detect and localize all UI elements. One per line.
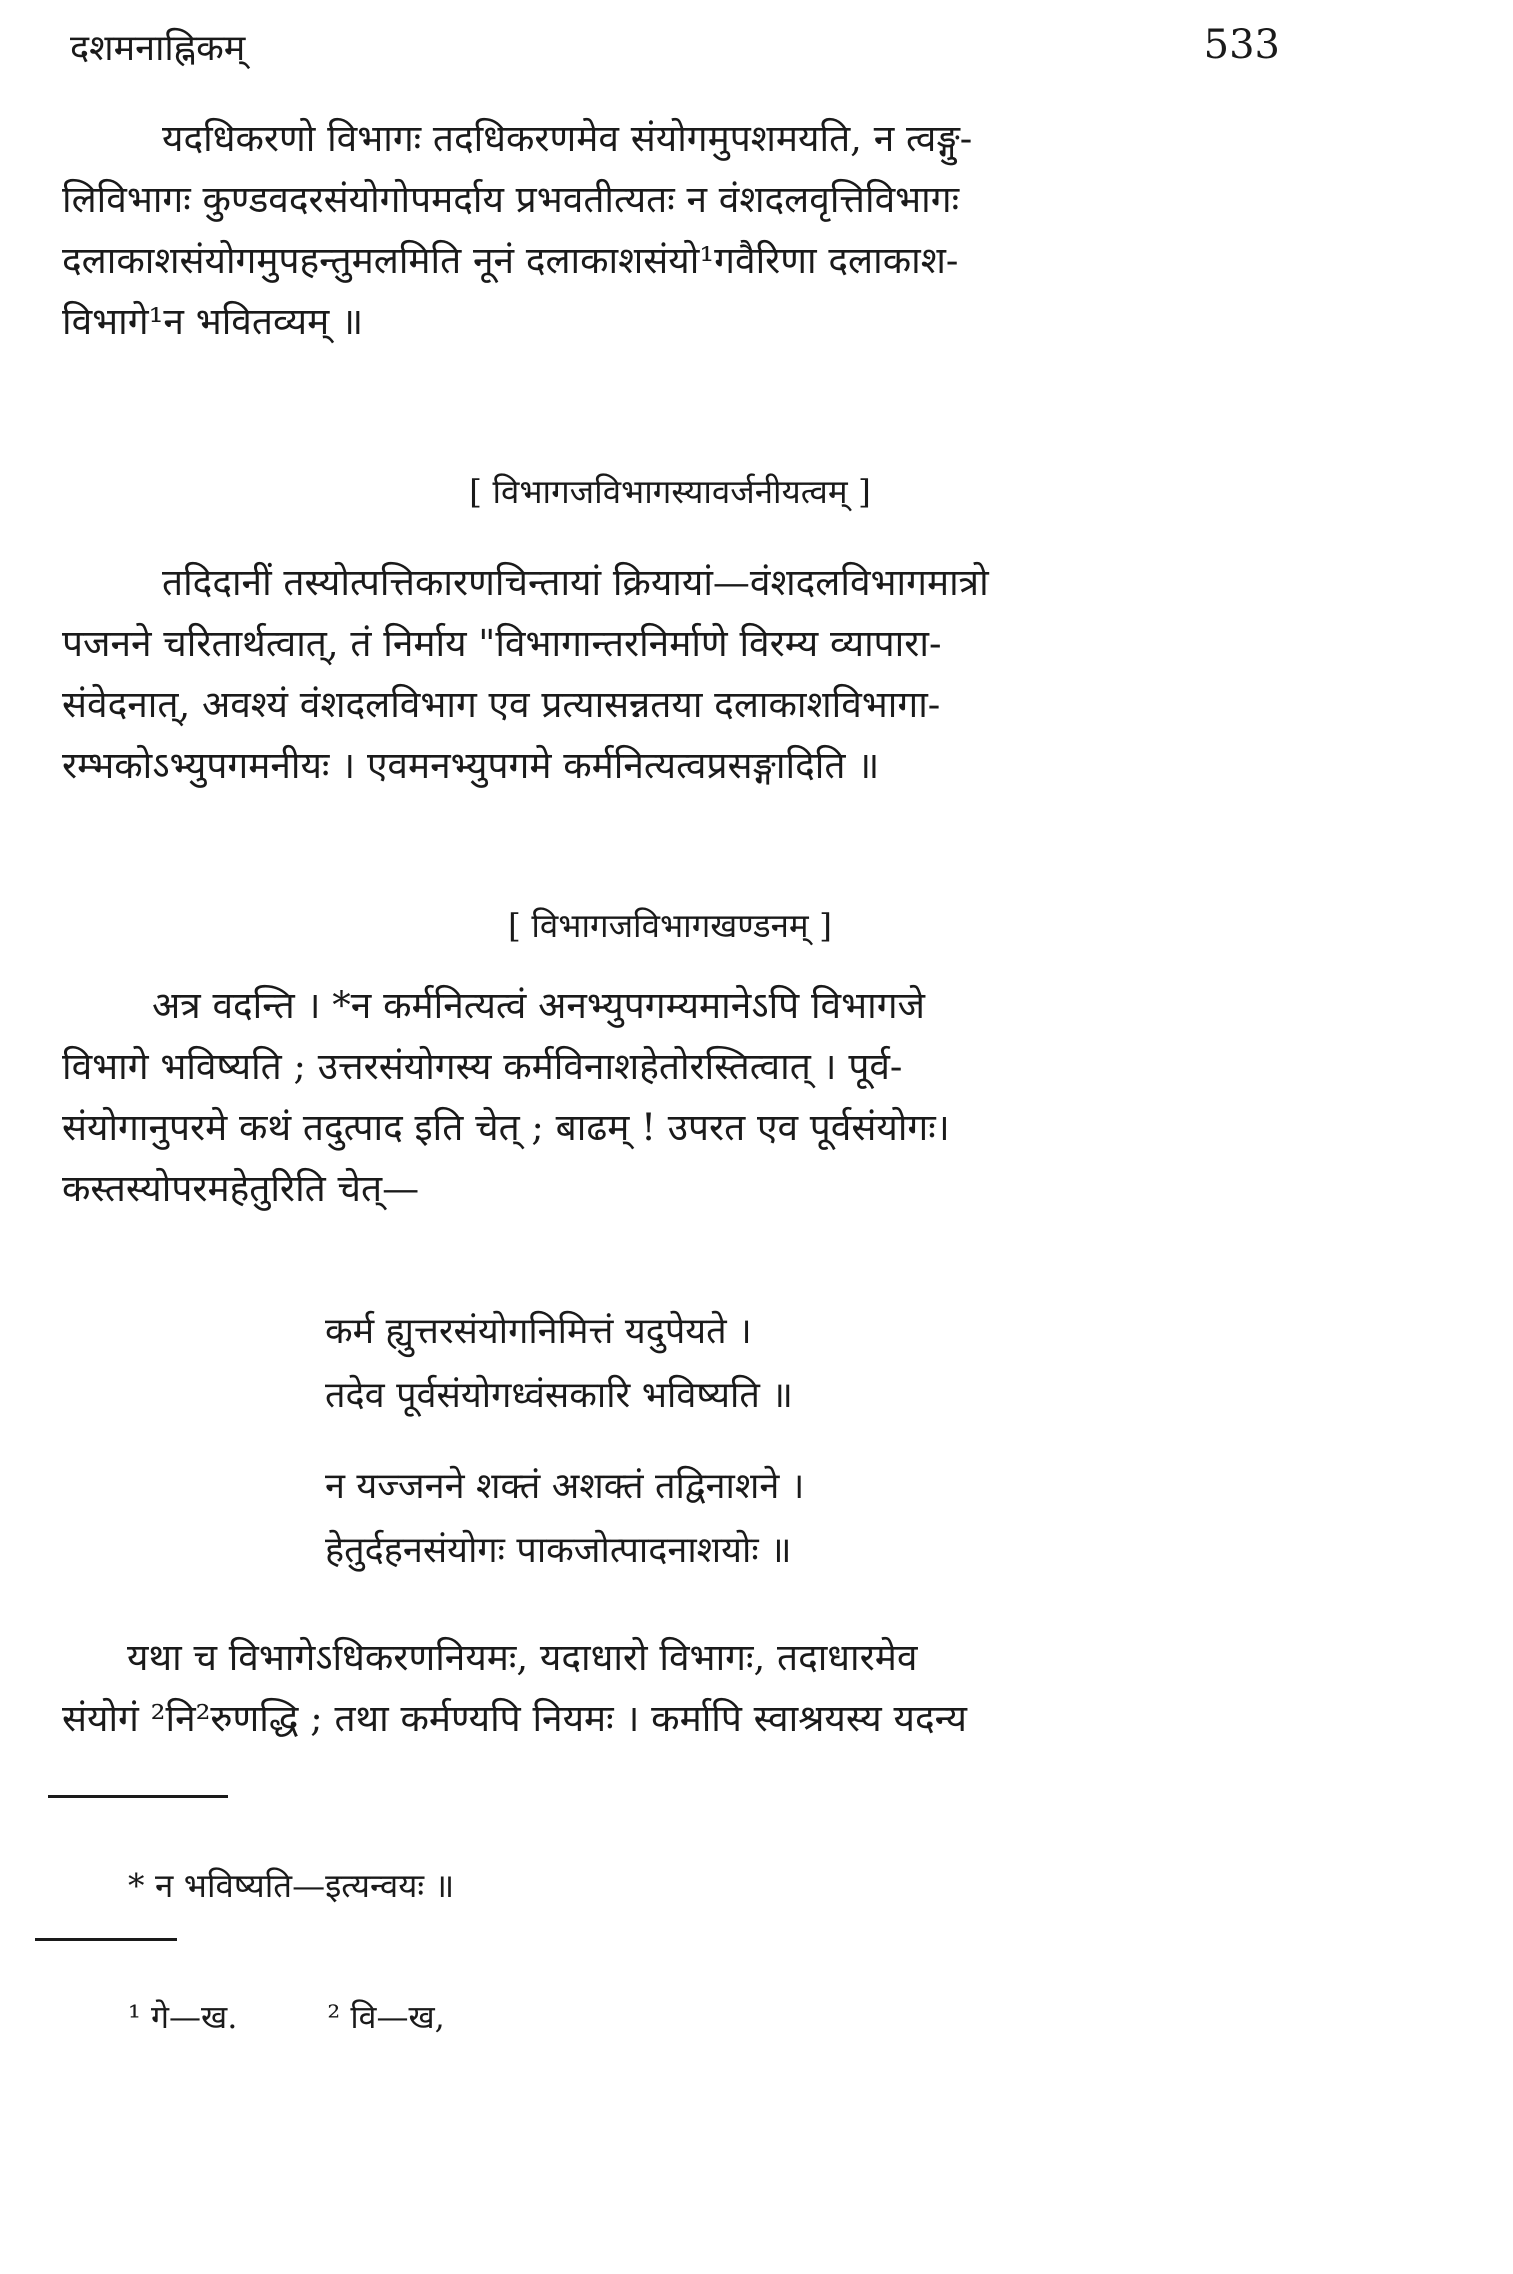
variant-note-2: ² वि—ख, [327, 1998, 445, 2036]
text-line: यदधिकरणो विभागः तदधिकरणमेव संयोगमुपशमयति, न त्वङ्गु- [162, 117, 973, 160]
paragraph-4 [62, 1627, 1282, 1749]
verse-2 [325, 1455, 804, 1583]
verse-line: हेतुर्दहनसंयोगः पाकजोत्पादनाशयोः ॥ [325, 1530, 792, 1571]
text-line: यथा च विभागेऽधिकरणनियमः, यदाधारो विभागः, तदाधारमेव [127, 1636, 918, 1679]
footnote-star: * न भविष्यति—इत्यन्वयः ॥ [128, 1866, 455, 1905]
running-head [70, 22, 1280, 82]
text-line: कस्तस्योपरमहेतुरिति चेत्— [62, 1167, 420, 1210]
paragraph-2 [62, 552, 1282, 796]
text-line: अत्र वदन्ति । *न कर्मनित्यत्वं अनभ्युपगम्यमानेऽपि विभागजे [152, 984, 925, 1027]
text-line: संवेदनात्, अवश्यं वंशदलविभाग एव प्रत्यासन्नतया दलाकाशविभागा- [62, 683, 941, 726]
page-number: 533 [1203, 22, 1280, 68]
footnote-rule [48, 1795, 228, 1798]
text-line: लिविभागः कुण्डवदरसंयोगोपमर्दाय प्रभवतीत्यतः न वंशदलवृत्तिविभागः [62, 178, 960, 221]
section-heading-2: [ विभागजविभागखण्डनम् ] [507, 906, 833, 945]
text-line: संयोगं ²नि²रुणद्धि ; तथा कर्मण्यपि नियमः । कर्मापि स्वाश्रयस्य यदन्य [62, 1697, 967, 1740]
verse-1 [325, 1300, 793, 1428]
section-heading-1: [ विभागजविभागस्यावर्जनीयत्वम् ] [469, 472, 871, 511]
text-line: विभागे¹न भवितव्यम् ॥ [62, 300, 364, 343]
text-line: रम्भकोऽभ्युपगमनीयः । एवमनभ्युपगमे कर्मनित्यत्वप्रसङ्गादिति ॥ [62, 744, 880, 787]
text-line: संयोगानुपरमे कथं तदुत्पाद इति चेत् ; बाढम् ! उपरत एव पूर्वसंयोगः। [62, 1106, 950, 1149]
text-line: तदिदानीं तस्योत्पत्तिकारणचिन्तायां क्रियायां—वंशदलविभागमात्रो [162, 561, 989, 604]
variant-footnotes [128, 1995, 445, 2038]
text-line: दलाकाशसंयोगमुपहन्तुमलमिति नूनं दलाकाशसंयो¹गवैरिणा दलाकाश- [62, 239, 959, 282]
verse-line: तदेव पूर्वसंयोगध्वंसकारि भविष्यति ॥ [325, 1375, 793, 1416]
paragraph-1 [62, 108, 1282, 352]
text-line: पजनने चरितार्थत्वात्, तं निर्माय "विभागान्तरनिर्माणे विरम्य व्यापारा- [62, 622, 942, 665]
text-line: विभागे भविष्यति ; उत्तरसंयोगस्य कर्मविनाशहेतोरस्तित्वात् । पूर्व- [62, 1045, 903, 1088]
variant-note-1: ¹ गे—ख. [128, 1998, 238, 2036]
verse-line: न यज्जनने शक्तं अशक्तं तद्विनाशने । [325, 1466, 805, 1507]
verse-line: कर्म ह्युत्तरसंयोगनिमित्तं यदुपेयते । [325, 1311, 752, 1352]
paragraph-3 [62, 975, 1282, 1219]
running-title: दशमनाह्निकम् [70, 28, 246, 69]
footnote-rule-secondary [35, 1938, 177, 1941]
